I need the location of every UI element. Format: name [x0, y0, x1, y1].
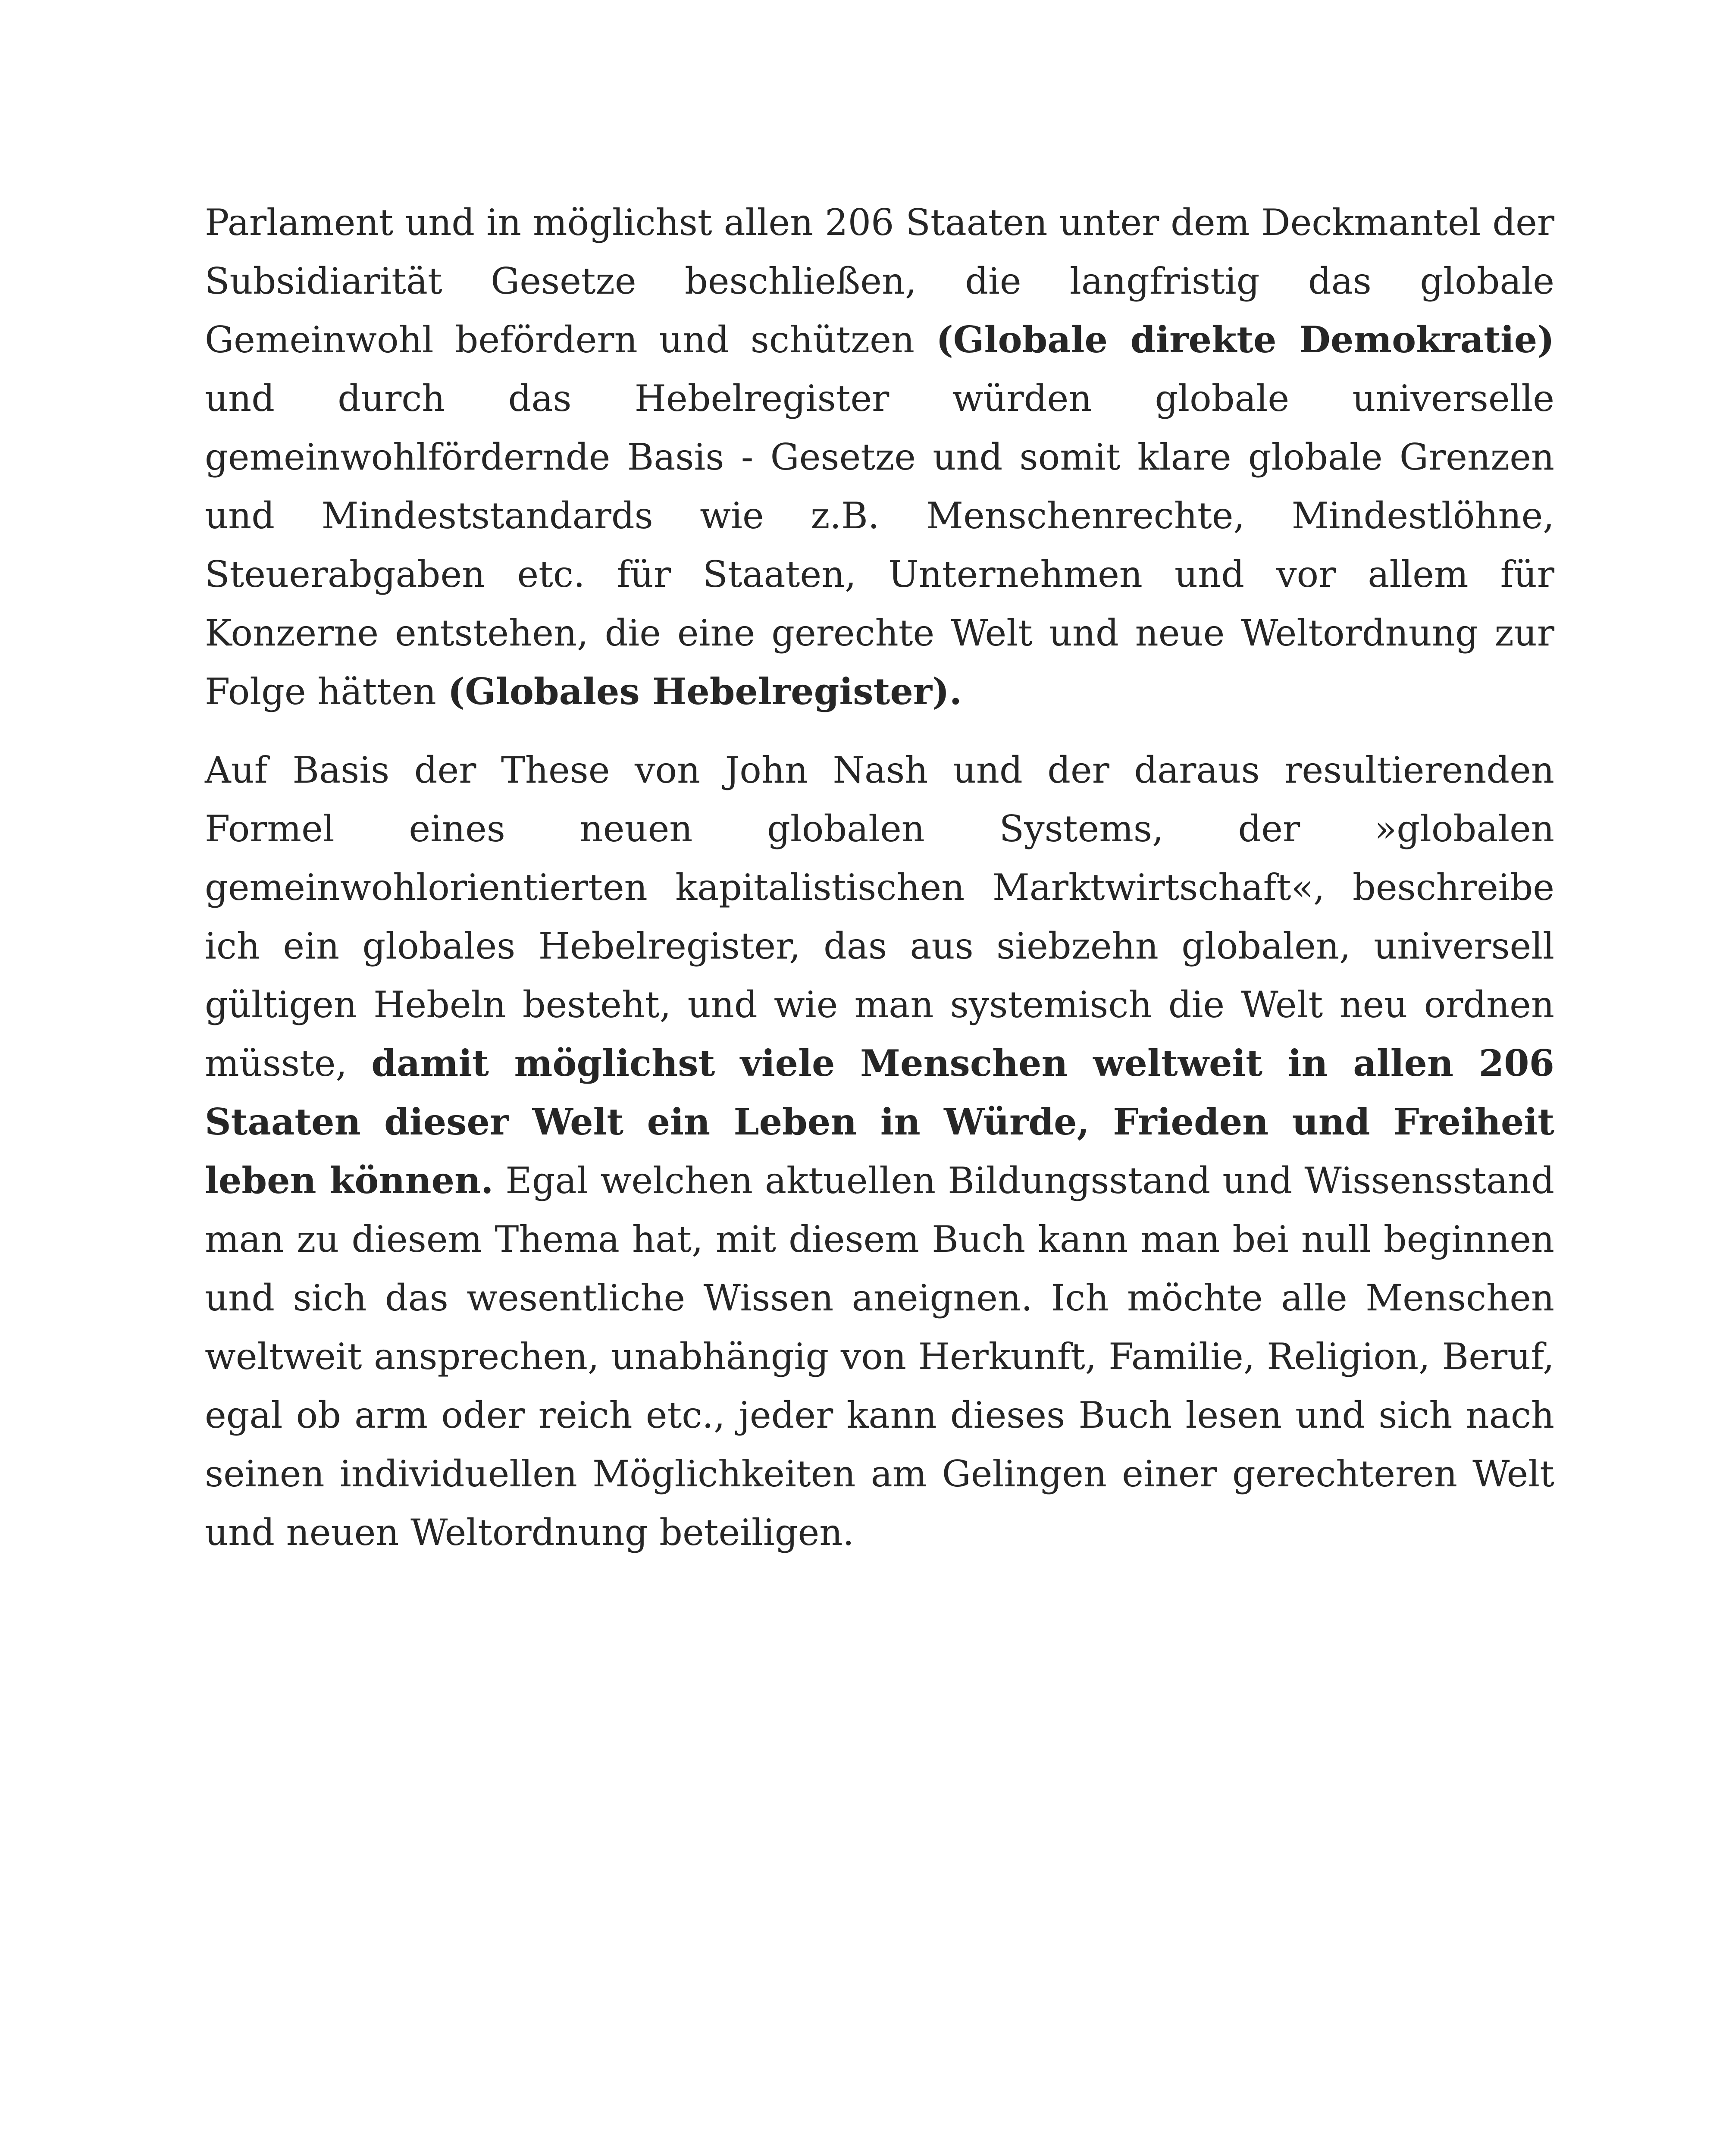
- paragraph-1-segment-2-bold: (Globale direkte Demokratie): [936, 318, 1554, 361]
- paragraph-2: [205, 741, 1554, 1562]
- body-text: [205, 193, 1554, 1582]
- paragraph-1-segment-1: Parlament und in möglichst allen 206 Staaten unter dem Deckmantel der Subsidiarität Gesetze beschließen, die langfristig das globale Gemeinwohl befördern und schützen: [205, 201, 1554, 361]
- paragraph-1-segment-3: und durch das Hebelregister würden globale universelle gemeinwohlfördernde Basis - Gesetze und somit klare globale Grenzen und Mindeststandards wie z.B. Menschenrechte, Mindestlöhne, Steuerabgaben etc. für Staaten, Unternehmen und vor allem für Konzerne entstehen, die eine gerechte Welt und neue Weltordnung zur Folge hätten: [205, 377, 1554, 713]
- paragraph-2-segment-2-bold: damit möglichst viele Menschen weltweit in allen 206 Staaten dieser Welt ein Leben in Würde, Frieden und Freiheit leben können.: [205, 1042, 1554, 1202]
- paragraph-2-segment-1: Auf Basis der These von John Nash und der daraus resultierenden Formel eines neuen globalen Systems, der »globalen gemeinwohlorientierten kapitalistischen Marktwirtschaft«, beschreibe ich ein globales Hebelregister, das aus siebzehn globalen, universell gültigen Hebeln besteht, und wie man systemisch die Welt neu ordnen müsste,: [205, 749, 1554, 1084]
- paragraph-2-segment-3: Egal welchen aktuellen Bildungsstand und Wissensstand man zu diesem Thema hat, mit diesem Buch kann man bei null beginnen und sich das wesentliche Wissen aneignen. Ich möchte alle Menschen weltweit ansprechen, unabhängig von Herkunft, Familie, Religion, Beruf, egal ob arm oder reich etc., jeder kann dieses Buch lesen und sich nach seinen individuellen Möglichkeiten am Gelingen einer gerechteren Welt und neuen Weltordnung beteiligen.: [205, 1159, 1555, 1554]
- paragraph-1: [205, 193, 1554, 721]
- paragraph-1-segment-4-bold: (Globales Hebelregister).: [448, 670, 962, 713]
